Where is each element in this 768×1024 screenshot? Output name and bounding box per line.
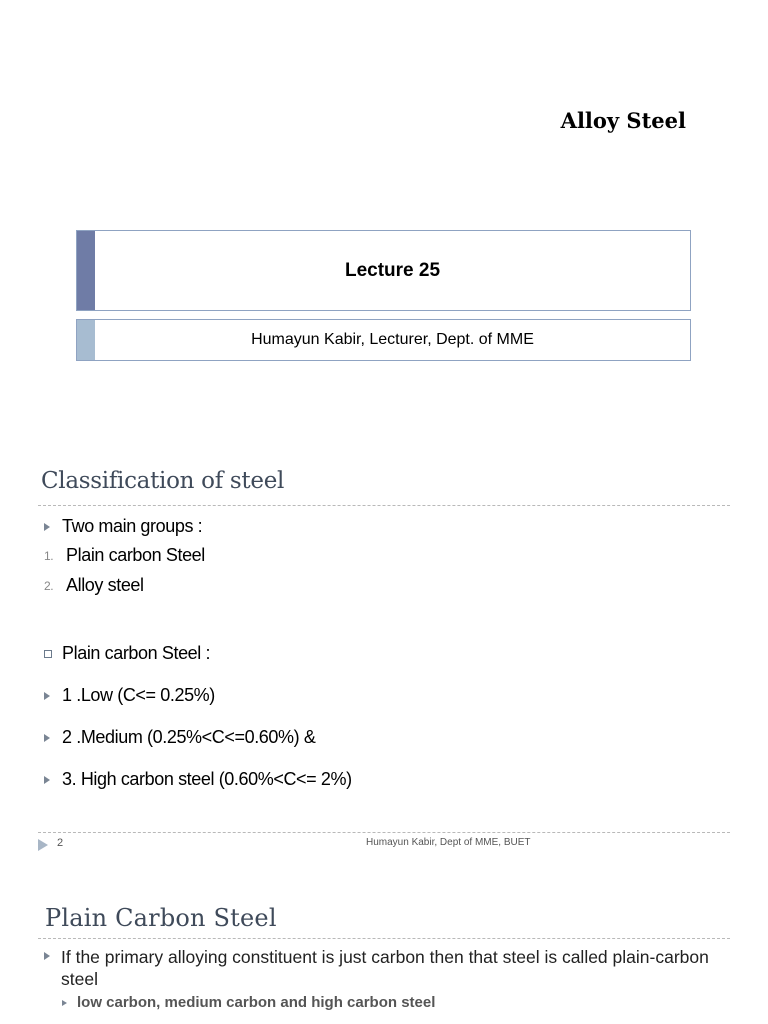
bullet-text: Two main groups : [62, 516, 203, 536]
item-number: 2. [44, 578, 54, 593]
accent-bar [77, 231, 95, 310]
sub-bullet-text: low carbon, medium carbon and high carbon steel [77, 994, 436, 1011]
bullet-item [44, 946, 721, 990]
slide-title: Alloy Steel [560, 108, 686, 133]
bullet-item [44, 685, 215, 706]
bullet-text: 1 .Low (C<= 0.25%) [62, 685, 215, 705]
numbered-item [44, 575, 144, 596]
item-text: Plain carbon Steel [66, 545, 205, 565]
bullet-triangle-icon [44, 734, 50, 742]
section-heading: Plain Carbon Steel [45, 904, 277, 932]
item-number: 1. [44, 548, 54, 563]
page-number: 2 [57, 837, 64, 849]
bullet-triangle-icon [44, 776, 50, 784]
bullet-text: 2 .Medium (0.25%<C<=0.60%) & [62, 727, 316, 747]
lecture-box [76, 230, 691, 311]
bullet-text: 3. High carbon steel (0.60%<C<= 2%) [62, 769, 352, 789]
checkbox-square-icon [44, 650, 52, 658]
bullet-item [44, 727, 315, 748]
bullet-text: If the primary alloying constituent is just carbon then that steel is called plain-carbon steel [61, 947, 709, 989]
author-box [76, 319, 691, 361]
bullet-item [44, 516, 202, 537]
bullet-triangle-icon [44, 952, 50, 960]
section-heading: Classification of steel [41, 468, 285, 494]
heading-divider [38, 938, 730, 939]
heading-divider [38, 505, 730, 506]
lecture-number: Lecture 25 [344, 259, 441, 281]
numbered-item [44, 545, 205, 566]
section-label [44, 643, 210, 664]
accent-bar [77, 320, 95, 360]
footer-credit: Humayun Kabir, Dept of MME, BUET [366, 837, 531, 848]
item-text: Alloy steel [66, 575, 144, 595]
bullet-triangle-icon [44, 523, 50, 531]
author-line: Humayun Kabir, Lecturer, Dept. of MME [251, 331, 534, 348]
bullet-triangle-icon [62, 1000, 67, 1006]
sub-bullet-item [62, 994, 435, 1011]
footer-arrow-icon [38, 839, 48, 851]
bullet-triangle-icon [44, 692, 50, 700]
footer-divider [38, 832, 730, 833]
section-label-text: Plain carbon Steel : [62, 643, 211, 663]
bullet-item [44, 769, 352, 790]
